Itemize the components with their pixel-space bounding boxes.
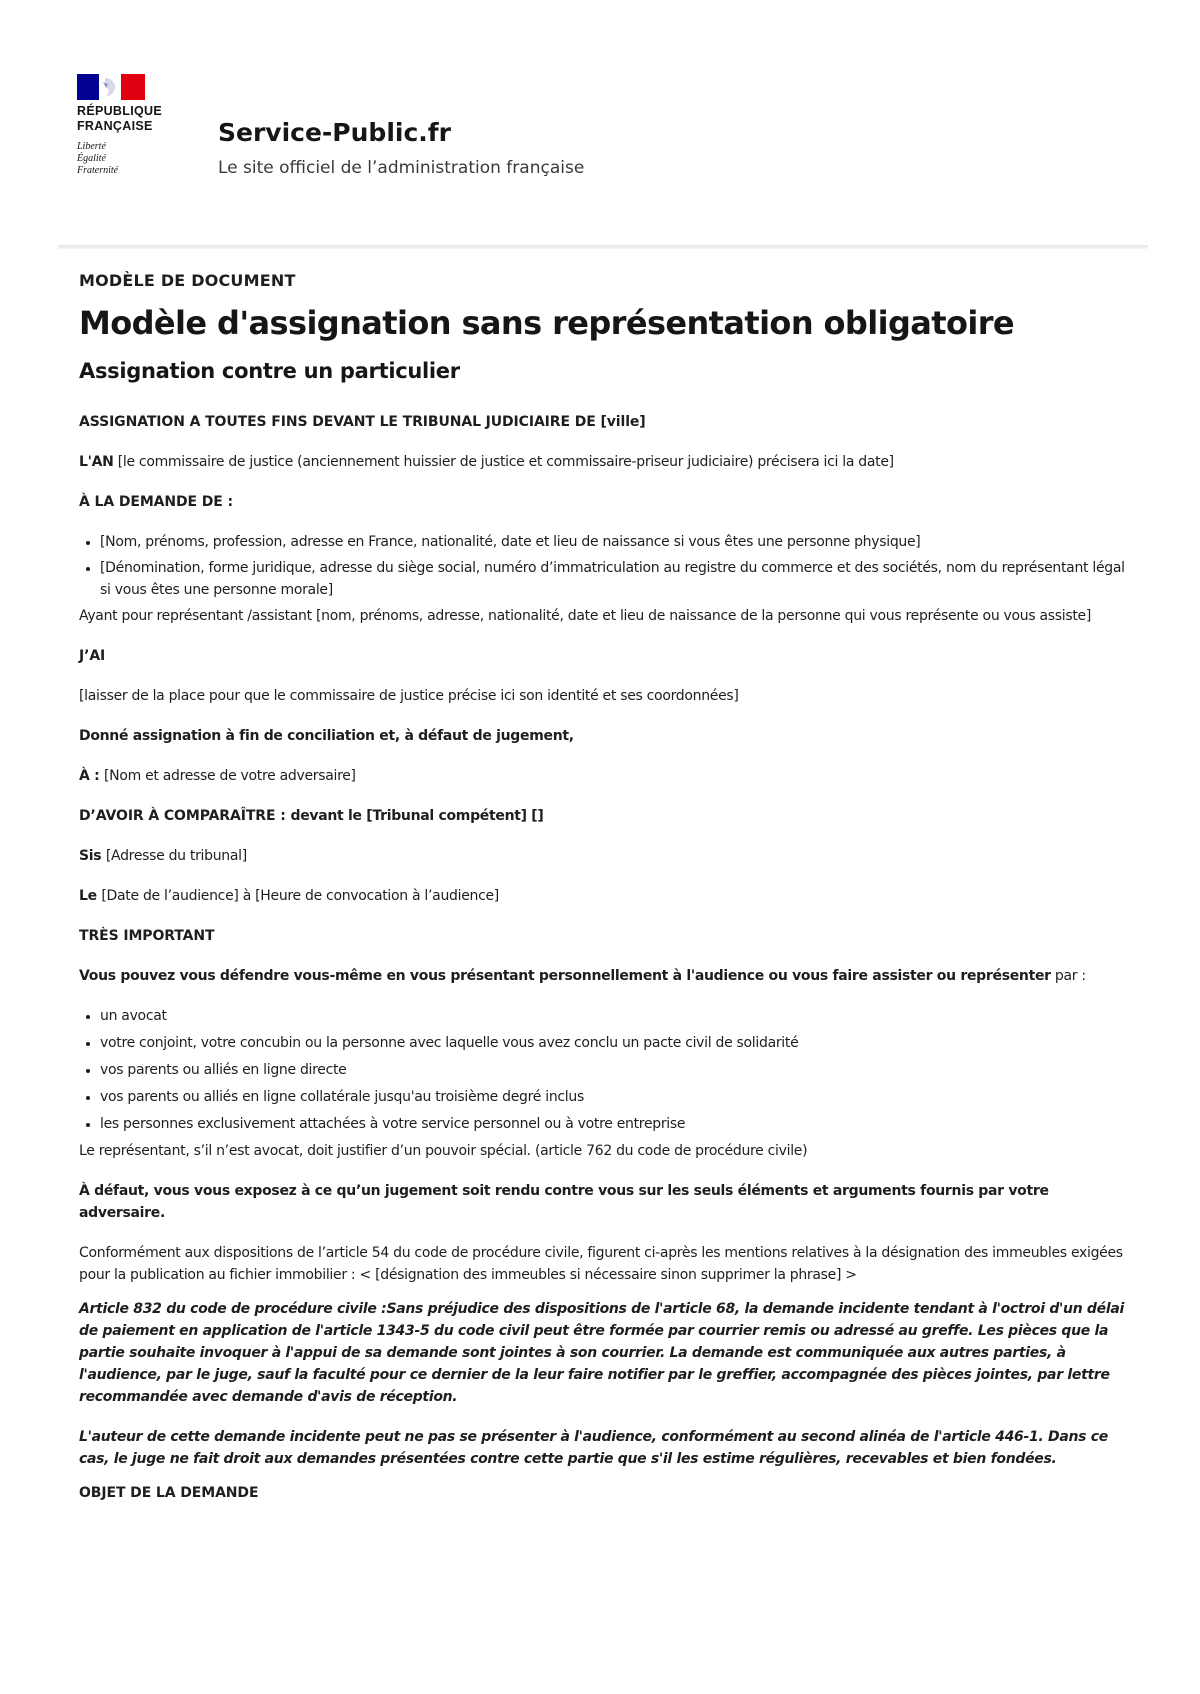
date-paragraph <box>79 885 1129 907</box>
article-832-paragraph: Article 832 du code de procédure civile :Sans préjudice des dispositions de l'article 68, la demande incidente tendant à l'octroi d'un délai de paiement en application de l'article 1343-5 du code civil peut être formée par courrier remis ou adressé au greffe. Les pièces que la partie souhaite invoquer à l'appui de sa demande sont jointes à son courrier. La demande est communiquée aux autres parties, à l'audience, par le juge, sauf la faculté pour ce dernier de la leur faire notifier par le greffier, accompagnée des pièces jointes, par lettre recommandée avec demande d'avis de réception. <box>79 1301 1124 1405</box>
list-item: • [Nom, prénoms, profession, adresse en France, nationalité, date et lieu de naissance si vous êtes une personne physique] <box>100 531 1129 553</box>
tres-important-heading: TRÈS IMPORTANT <box>79 928 215 944</box>
list-item: • vos parents ou alliés en ligne collatérale jusqu'au troisième degré inclus <box>100 1086 1129 1108</box>
a-value: [Nom et adresse de votre adversaire] <box>103 768 356 784</box>
an-label: L'AN <box>79 454 114 470</box>
list-item: • les personnes exclusivement attachées à votre service personnel ou à votre entreprise <box>100 1113 1129 1135</box>
adversaire-paragraph <box>79 765 1129 787</box>
representant-paragraph: Ayant pour représentant /assistant [nom, prénoms, adresse, nationalité, date et lieu de naissance de la personne qui vous représente ou vous assiste] <box>79 608 1092 624</box>
document-subtitle: Assignation contre un particulier <box>79 359 460 383</box>
motto-fraternite: Fraternité <box>77 165 119 176</box>
comparaitre-label: D’AVOIR À COMPARAÎTRE : <box>79 808 291 824</box>
list-item: • vos parents ou alliés en ligne directe <box>100 1059 1129 1081</box>
site-subtitle: Le site officiel de l’administration française <box>218 158 585 178</box>
marianne-logo <box>77 74 187 177</box>
sis-value: [Adresse du tribunal] <box>105 848 247 864</box>
demande-heading: À LA DEMANDE DE : <box>79 494 234 510</box>
auteur-paragraph: L'auteur de cette demande incidente peut ne pas se présenter à l'audience, conformément au second alinéa de l'article 446-1. Dans ce cas, le juge ne fait droit aux demandes présentées contre cette partie que s'il les estime régulières, recevables et bien fondées. <box>79 1429 1108 1467</box>
objet-heading: OBJET DE LA DEMANDE <box>79 1485 259 1501</box>
a-label: À : <box>79 768 104 784</box>
assistance-list <box>79 1005 1129 1135</box>
vous-pouvez-paragraph <box>79 965 1129 987</box>
sis-label: Sis <box>79 848 106 864</box>
motto-egalite: Égalité <box>77 153 106 164</box>
conformement-paragraph: Conformément aux dispositions de l’article 54 du code de procédure civile, figurent ci-après les mentions relatives à la désignation des immeubles exigées pour la publication au fichier immobilier : < [désignation des immeubles si nécessaire sinon supprimer la phrase] > <box>79 1245 1123 1283</box>
site-header <box>0 0 1200 246</box>
assignation-heading: ASSIGNATION A TOUTES FINS DEVANT LE TRIBUNAL JUDICIAIRE DE [ville] <box>79 414 646 430</box>
le-value: [Date de l’audience] à [Heure de convocation à l’audience] <box>101 888 499 904</box>
identite-paragraph: [laisser de la place pour que le commissaire de justice précise ici son identité et ses coordonnées] <box>79 688 739 704</box>
an-text: [le commissaire de justice (anciennement huissier de justice et commissaire-priseur judiciaire) précisera ici la date] <box>113 454 894 470</box>
rf-line-1: RÉPUBLIQUE <box>77 104 162 118</box>
document-kicker: MODÈLE DE DOCUMENT <box>79 271 296 290</box>
representant-justification: Le représentant, s’il n’est avocat, doit justifier d’un pouvoir spécial. (article 762 du code de procédure civile) <box>79 1143 808 1159</box>
list-item: • votre conjoint, votre concubin ou la personne avec laquelle vous avez conclu un pacte civil de solidarité <box>100 1032 1129 1054</box>
document-body <box>79 268 1129 1504</box>
motto-liberte: Liberté <box>77 141 106 152</box>
le-label: Le <box>79 888 102 904</box>
vous-pouvez-bold: Vous pouvez vous défendre vous-même en vous présentant personnellement à l'audience ou vous faire assister ou représenter <box>79 968 1051 984</box>
donne-assignation: Donné assignation à fin de conciliation et, à défaut de jugement, <box>79 728 574 744</box>
sis-paragraph <box>79 845 1129 867</box>
jai-heading: J’AI <box>79 648 106 664</box>
tricolor-flag-icon <box>77 74 145 100</box>
motto <box>77 141 187 177</box>
a-defaut-paragraph: À défaut, vous vous exposez à ce qu’un jugement soit rendu contre vous sur les seuls éléments et arguments fournis par votre adversaire. <box>79 1183 1049 1221</box>
comparaitre-paragraph <box>79 805 1129 827</box>
republique-francaise-label <box>77 104 187 134</box>
comparaitre-value: devant le [Tribunal compétent] [] <box>290 808 544 824</box>
site-title[interactable]: Service-Public.fr <box>218 118 451 147</box>
document-title: Modèle d'assignation sans représentation obligatoire <box>79 304 1015 342</box>
header-divider <box>58 245 1148 249</box>
an-paragraph <box>79 451 1129 473</box>
list-item: • [Dénomination, forme juridique, adresse du siège social, numéro d’immatriculation au registre du commerce et des sociétés, nom du représentant légal si vous êtes une personne morale] <box>100 557 1129 601</box>
rf-line-2: FRANÇAISE <box>77 119 153 133</box>
demandeur-list <box>79 531 1129 601</box>
list-item: • un avocat <box>100 1005 1129 1027</box>
marianne-profile-icon <box>99 74 121 100</box>
vous-pouvez-rest: par : <box>1050 968 1086 984</box>
